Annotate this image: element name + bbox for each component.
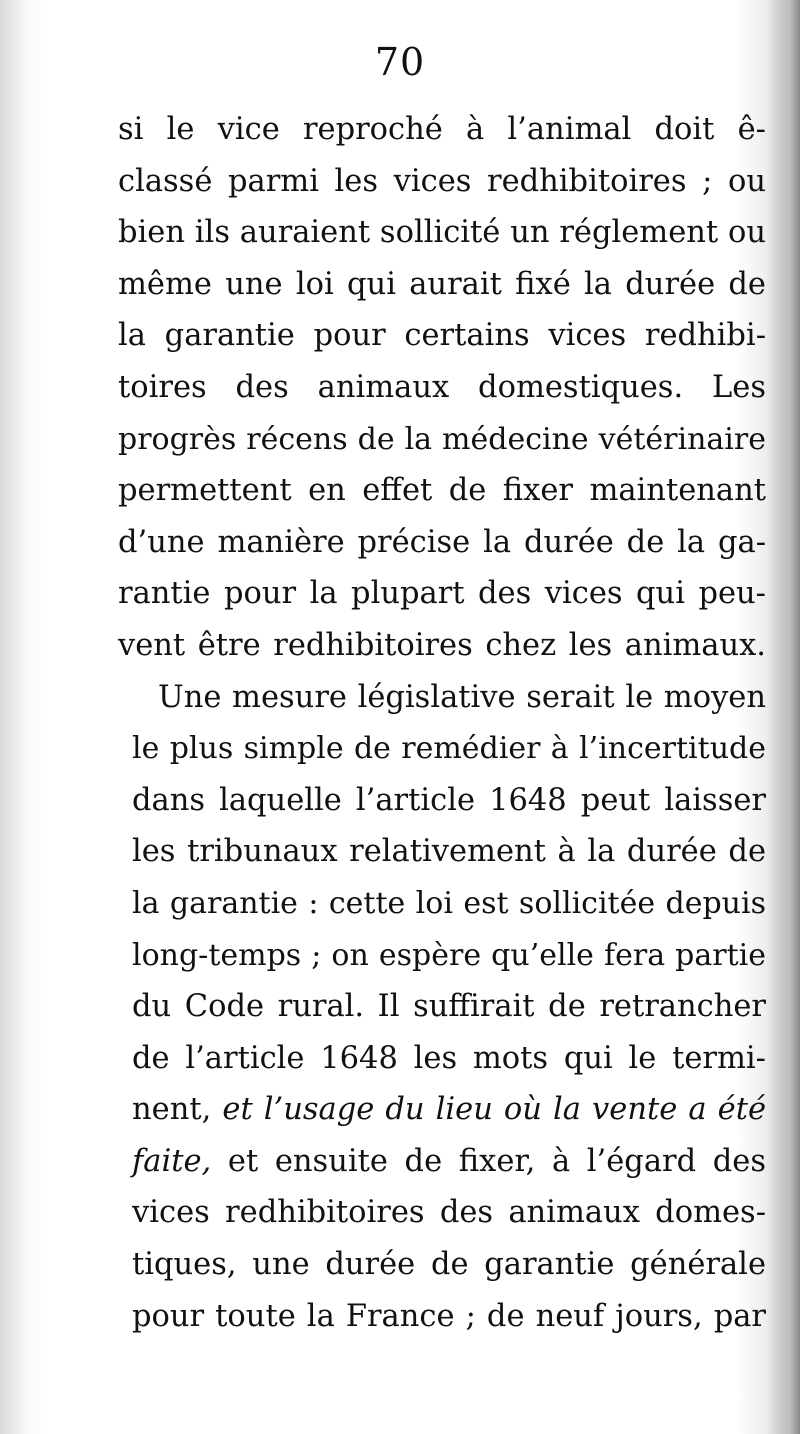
text-line: de l’article 1648 les mots qui le termi- bbox=[132, 1040, 766, 1076]
text-line: la garantie : cette loi est sollicitée depuis bbox=[132, 885, 766, 921]
text-line: progrès récens de la médecine vétérinaire bbox=[118, 421, 766, 457]
italic-run: et l’usage du lieu où la vente a été bbox=[222, 1092, 766, 1128]
text-line: vices redhibitoires des animaux domes- bbox=[132, 1195, 766, 1231]
text-line: d’une manière précise la durée de la ga- bbox=[118, 524, 766, 560]
text-line: du Code rural. Il suffirait de retrancher bbox=[132, 989, 766, 1025]
page-edge-shadow bbox=[766, 0, 800, 1434]
page-number: 70 bbox=[374, 40, 426, 84]
text-line: dans laquelle l’article 1648 peut laisser bbox=[132, 782, 766, 818]
text-line: le plus simple de remédier à l’incertitude bbox=[132, 731, 766, 767]
body-text bbox=[118, 104, 766, 1342]
text-line: permettent en effet de fixer maintenant bbox=[118, 473, 766, 509]
text-line bbox=[118, 1084, 766, 1136]
text-line bbox=[118, 1136, 766, 1188]
text-line: les tribunaux relativement à la durée de bbox=[132, 834, 766, 870]
text-line: bien ils auraient sollicité un réglement ou bbox=[118, 215, 766, 251]
italic-run: faite, bbox=[132, 1143, 212, 1179]
text-line: Une mesure législative serait le moyen bbox=[158, 679, 766, 715]
page-gutter-shadow bbox=[0, 0, 26, 1434]
text-line: la garantie pour certains vices redhibi- bbox=[118, 318, 766, 354]
text-line: tiques, une durée de garantie générale bbox=[132, 1247, 766, 1283]
text-line: si le vice reproché à l’animal doit ê- bbox=[118, 112, 766, 147]
text-line: rantie pour la plupart des vices qui peu- bbox=[118, 576, 766, 612]
text-line: vent être redhibitoires chez les animaux. bbox=[118, 627, 766, 663]
text-line: long-temps ; on espère qu’elle fera partie bbox=[132, 937, 766, 973]
text-line: toires des animaux domestiques. Les bbox=[118, 369, 766, 405]
text-run: nent, bbox=[132, 1092, 223, 1128]
text-line: classé parmi les vices redhibitoires ; ou bbox=[118, 163, 766, 199]
text-run: et ensuite de fixer, à l’égard des bbox=[211, 1143, 766, 1179]
text-line: même une loi qui aurait fixé la durée de bbox=[118, 266, 766, 302]
text-line: pour toute la France ; de neuf jours, par bbox=[132, 1298, 766, 1334]
